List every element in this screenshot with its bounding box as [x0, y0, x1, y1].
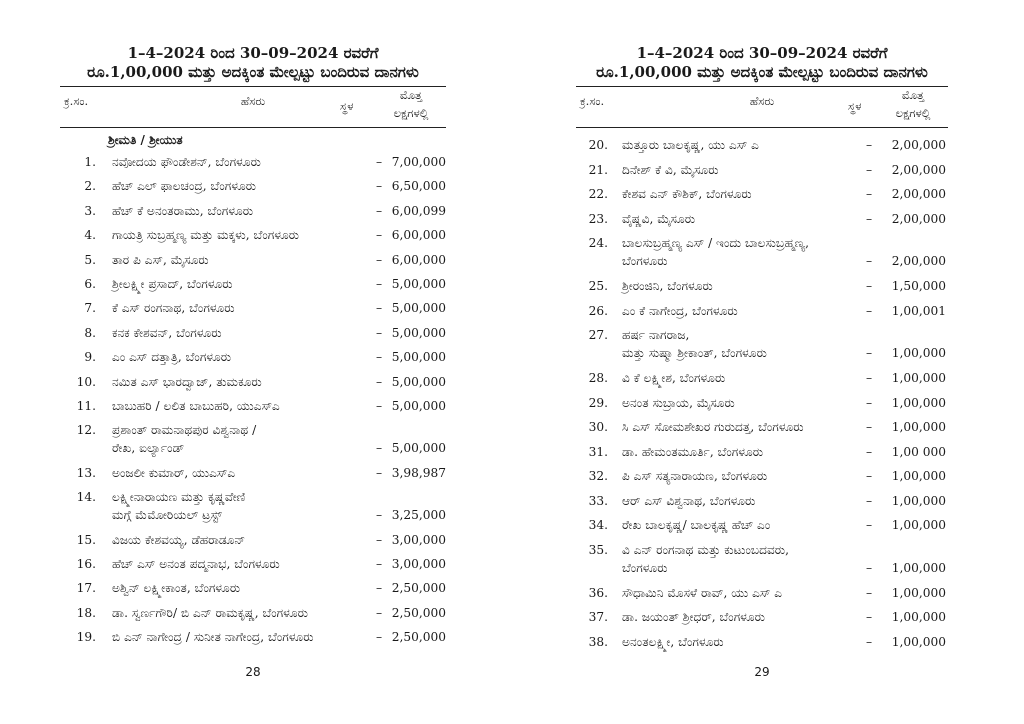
donor-name — [112, 531, 382, 549]
place-dash: – — [866, 585, 873, 600]
serial-number: 1. — [84, 155, 96, 169]
table-row — [576, 302, 948, 327]
place-dash: – — [866, 444, 873, 459]
table-header — [576, 87, 948, 127]
donor-name-line2: ಬೆಂಗಳೂರು — [622, 560, 668, 575]
donor-name-line1: ಡಾ. ಹೇಮಂತಮೂರ್ತಿ, ಬೆಂಗಳೂರು — [622, 444, 764, 459]
serial-number: 15. — [76, 532, 96, 547]
place-dash: – — [866, 211, 873, 226]
donation-amount: 3,98,987 — [391, 465, 446, 480]
donor-name-line1: ಗಾಯತ್ರಿ ಸುಬ್ರಹ್ಮಣ್ಯ ಮತ್ತು ಮಕ್ಕಳು, ಬೆಂಗಳೂರು — [112, 228, 300, 243]
donor-name — [622, 541, 880, 577]
table-row — [576, 443, 948, 468]
donation-amount: 1,50,000 — [891, 279, 946, 293]
table-row — [60, 579, 446, 603]
table-row — [60, 373, 446, 397]
serial-number: 21. — [588, 162, 608, 177]
donation-amount: 2,00,000 — [891, 187, 946, 201]
place-dash: – — [376, 605, 383, 620]
place-dash: – — [376, 179, 383, 194]
donor-name — [112, 324, 382, 342]
serial-number: 32. — [588, 469, 608, 483]
serial-number: 30. — [588, 420, 608, 434]
table-row — [576, 516, 948, 541]
place-dash: – — [376, 557, 383, 572]
table-row — [60, 153, 446, 177]
donation-amount: 5,00,000 — [391, 441, 446, 456]
donation-amount: 5,00,000 — [391, 374, 446, 389]
place-dash: – — [376, 532, 383, 547]
serial-number: 24. — [588, 236, 608, 250]
donor-name — [622, 467, 880, 485]
donation-amount: 1,00 000 — [891, 444, 946, 459]
donor-name-line1: ಪ್ರಶಾಂತ್ ರಾಮನಾಥಪುರ ವಿಶ್ವನಾಥ / — [112, 423, 257, 438]
donor-name-line1: ಶ್ರೀಲಕ್ಷ್ಮೀ ಪ್ರಸಾದ್, ಬೆಂಗಳೂರು — [112, 276, 233, 291]
donor-name-line1: ಅಶ್ವಿನ್ ಲಕ್ಷ್ಮೀಕಾಂತ, ಬೆಂಗಳೂರು — [112, 581, 241, 596]
serial-number: 11. — [76, 398, 96, 413]
place-dash: – — [866, 518, 873, 532]
serial-number: 29. — [588, 395, 608, 410]
serial-number: 17. — [76, 581, 96, 596]
donation-amount: 5,00,000 — [391, 350, 446, 365]
donor-name — [112, 421, 382, 457]
place-dash: – — [376, 581, 383, 596]
donation-amount: 1,00,000 — [891, 371, 946, 385]
place-dash: – — [866, 493, 873, 508]
column-header-serial: ಕ್ರ.ಸಂ. — [580, 94, 605, 108]
donor-name — [622, 326, 880, 362]
table-row — [60, 628, 446, 652]
donor-name — [622, 185, 880, 203]
donor-name — [622, 161, 880, 179]
page-number: 28 — [245, 665, 261, 679]
donor-name — [112, 555, 382, 573]
donor-name-line1: ಬಾಬುಹರಿ / ಲಲಿತ ಬಾಬುಹರಿ, ಯುಎಸ್ಎ — [112, 398, 280, 413]
donor-name — [622, 633, 880, 651]
donor-name — [112, 397, 382, 415]
serial-number: 5. — [84, 252, 96, 267]
donation-amount: 5,00,000 — [391, 276, 446, 291]
table-row — [576, 326, 948, 369]
place-dash: – — [376, 228, 383, 243]
donation-amount: 6,00,000 — [391, 228, 446, 243]
donation-amount: 2,00,000 — [891, 162, 946, 177]
serial-number: 13. — [76, 465, 96, 480]
column-header-place: ಸ್ಥಳ — [340, 99, 354, 113]
serial-number: 14. — [76, 490, 96, 505]
place-dash: – — [376, 441, 383, 456]
serial-number: 37. — [588, 610, 608, 624]
place-dash: – — [376, 276, 383, 291]
column-header-name: ಹೆಸರು — [749, 94, 775, 108]
donor-table-left — [60, 153, 446, 653]
page-number: 29 — [754, 665, 770, 679]
serial-number: 19. — [76, 630, 96, 645]
donor-name — [622, 516, 880, 534]
place-dash: – — [866, 634, 873, 649]
donation-amount: 5,00,000 — [391, 325, 446, 340]
serial-number: 31. — [588, 444, 608, 459]
serial-number: 23. — [588, 211, 608, 226]
donation-amount: 1,00,001 — [891, 303, 946, 318]
serial-number: 12. — [76, 423, 96, 438]
donor-name-line2: ಮಗ್ಗೆ ಮೆಮೋರಿಯಲ್ ಟ್ರಸ್ಟ್ — [112, 508, 222, 523]
donor-name — [112, 628, 382, 646]
donation-amount: 5,00,000 — [391, 398, 446, 413]
donor-name-line1: ಅಂಜಲೀ ಕುಮಾರ್, ಯುಎಸ್ಎ — [112, 465, 236, 480]
place-dash: – — [866, 187, 873, 201]
table-row — [60, 177, 446, 201]
serial-number: 6. — [84, 276, 96, 291]
serial-number: 38. — [588, 634, 608, 649]
column-header-serial: ಕ್ರ.ಸಂ. — [64, 94, 89, 108]
donation-amount: 2,50,000 — [391, 630, 446, 645]
donor-name-line1: ವಿಜಯ ಕೇಶವಯ್ಯ, ಡೆಹರಾಡೂನ್ — [112, 532, 246, 547]
donor-name-line1: ಅನಂತ ಸುಬ್ರಾಯ, ಮೈಸೂರು — [622, 395, 735, 410]
donor-name-line1: ಹೆಚ್ ಕೆ ಅನಂತರಾಮು, ಬೆಂಗಳೂರು — [112, 203, 254, 218]
donor-name — [112, 299, 382, 317]
place-dash: – — [376, 252, 383, 267]
serial-number: 10. — [76, 374, 96, 389]
donor-name — [112, 373, 382, 391]
donor-name-line2: ಮತ್ತು ಸುಷ್ಮಾ ಶ್ರೀಕಾಂತ್, ಬೆಂಗಳೂರು — [622, 346, 767, 360]
place-dash: – — [866, 279, 873, 293]
table-row — [60, 488, 446, 531]
donor-name — [112, 579, 382, 597]
donor-name — [112, 488, 382, 524]
donation-amount: 1,00,000 — [891, 346, 946, 360]
donor-name — [622, 277, 880, 295]
donor-name-line1: ಡಾ. ಜಯಂತ್ ಶ್ರೀಧರ್, ಬೆಂಗಳೂರು — [622, 610, 766, 624]
donor-name — [622, 210, 880, 228]
table-row — [576, 234, 948, 277]
serial-number: 20. — [588, 138, 608, 152]
donor-name-line1: ಹೆಚ್ ಎಲ್ ಫಾಲಚಂದ್ರ, ಬೆಂಗಳೂರು — [112, 179, 257, 194]
donor-name — [622, 443, 880, 461]
donor-name-line1: ಕೆ ಎಸ್ ರಂಗನಾಥ, ಬೆಂಗಳೂರು — [112, 301, 235, 316]
donor-name — [112, 177, 382, 195]
place-dash: – — [866, 395, 873, 410]
donation-amount: 2,50,000 — [391, 581, 446, 596]
donor-name — [112, 348, 382, 366]
donor-name-line1: ವೈಷ್ಣವಿ, ಮೈಸೂರು — [622, 211, 696, 226]
donor-name-line1: ಕನಕ ಕೇಶವನ್, ಬೆಂಗಳೂರು — [112, 325, 222, 340]
donor-name — [622, 584, 880, 602]
donation-amount: 2,00,000 — [891, 138, 946, 152]
donor-name — [112, 251, 382, 269]
table-row — [576, 418, 948, 443]
donation-amount: 1,00,000 — [891, 560, 946, 575]
place-dash: – — [376, 155, 383, 169]
donation-amount: 1,00,000 — [891, 469, 946, 483]
donation-amount: 6,00,000 — [391, 252, 446, 267]
donor-name-line1: ಪಿ ಎಸ್ ಸತ್ಯನಾರಾಯಣ, ಬೆಂಗಳೂರು — [622, 469, 768, 483]
serial-number: 18. — [76, 605, 96, 620]
donor-name-line1: ನಮಿತ ಎಸ್ ಭಾರದ್ವಾಜ್, ತುಮಕೂರು — [112, 374, 262, 389]
table-row — [60, 202, 446, 226]
column-header-place: ಸ್ಥಳ — [848, 99, 862, 113]
donation-amount: 1,00,000 — [891, 420, 946, 434]
donor-name-line1: ಎಂ ಎಸ್ ದತ್ತಾತ್ರಿ, ಬೆಂಗಳೂರು — [112, 350, 232, 365]
donor-name — [622, 492, 880, 510]
section-subheading: ಶ್ರೀಮತಿ / ಶ್ರೀಯುತ — [108, 133, 183, 147]
donation-amount: 1,00,000 — [891, 518, 946, 532]
donor-name-line1: ತಾರ ಪಿ ಎಸ್, ಮೈಸೂರು — [112, 252, 209, 267]
serial-number: 4. — [84, 228, 96, 243]
header-rule-bottom — [60, 127, 446, 128]
donor-name — [622, 136, 880, 154]
serial-number: 7. — [84, 301, 96, 316]
donor-name-line1: ಮತ್ತೂರು ಬಾಲಕೃಷ್ಣ, ಯು ಎಸ್ ಎ — [622, 138, 759, 152]
donor-name-line1: ರೇಖ ಬಾಲಕೃಷ್ಣ/ ಬಾಲಕೃಷ್ಣ ಹೆಚ್ ಎಂ — [622, 518, 771, 532]
table-row — [576, 467, 948, 492]
table-row — [60, 324, 446, 348]
column-header-name: ಹೆಸರು — [240, 94, 266, 108]
place-dash: – — [866, 162, 873, 177]
place-dash: – — [376, 301, 383, 316]
serial-number: 9. — [84, 350, 96, 365]
donor-name — [112, 153, 382, 171]
left-page — [60, 0, 446, 724]
table-row — [60, 531, 446, 555]
page-title: 1–4–2024 ರಿಂದ 30–09–2024 ರವರೆಗೆ — [127, 44, 379, 62]
table-row — [576, 541, 948, 584]
table-row — [60, 251, 446, 275]
table-row — [60, 275, 446, 299]
place-dash: – — [866, 469, 873, 483]
donation-amount: 3,00,000 — [391, 557, 446, 572]
donor-name-line1: ಲಕ್ಷ್ಮೀನಾರಾಯಣ ಮತ್ತು ಕೃಷ್ಣವೇಣಿ — [112, 490, 246, 505]
donation-amount: 2,00,000 — [891, 211, 946, 226]
donor-name — [622, 234, 880, 270]
serial-number: 16. — [76, 557, 96, 572]
table-row — [576, 185, 948, 210]
donor-name — [622, 369, 880, 387]
table-row — [60, 464, 446, 488]
place-dash: – — [866, 346, 873, 360]
donation-amount: 1,00,000 — [891, 585, 946, 600]
place-dash: – — [376, 325, 383, 340]
serial-number: 36. — [588, 585, 608, 600]
place-dash: – — [376, 398, 383, 413]
donation-amount: 3,00,000 — [391, 532, 446, 547]
table-row — [576, 394, 948, 419]
place-dash: – — [866, 138, 873, 152]
donor-name — [112, 275, 382, 293]
donor-name — [112, 604, 382, 622]
donor-name-line1: ಕೇಶವ ಎನ್ ಕೌಶಿಕ್, ಬೆಂಗಳೂರು — [622, 187, 752, 201]
donor-name-line2: ರೇಖ, ಐರ್ಲ್ಯಾಂಡ್ — [112, 441, 185, 456]
donor-name-line1: ವಿ ಕೆ ಲಕ್ಷ್ಮೀಶ, ಬೆಂಗಳೂರು — [622, 371, 726, 385]
donation-amount: 7,00,000 — [391, 155, 446, 169]
donation-amount: 5,00,000 — [391, 301, 446, 316]
place-dash: – — [866, 371, 873, 385]
place-dash: – — [376, 465, 383, 480]
table-row — [576, 210, 948, 235]
serial-number: 25. — [588, 279, 608, 293]
table-row — [60, 397, 446, 421]
donor-name — [622, 394, 880, 412]
table-row — [576, 369, 948, 394]
serial-number: 35. — [588, 542, 608, 557]
donor-name-line1: ಸಿ ಎಸ್ ಸೋಮಶೇಖರ ಗುರುದತ್ತ, ಬೆಂಗಳೂರು — [622, 420, 804, 434]
donor-name-line2: ಬೆಂಗಳೂರು — [622, 254, 668, 268]
donation-amount: 2,00,000 — [891, 254, 946, 268]
column-header-amount-unit: ಲಕ್ಷಗಳಲ್ಲಿ — [393, 106, 429, 120]
table-row — [60, 421, 446, 464]
place-dash: – — [866, 610, 873, 624]
donation-amount: 1,00,000 — [891, 610, 946, 624]
place-dash: – — [376, 630, 383, 645]
serial-number: 34. — [588, 518, 608, 532]
right-page — [576, 0, 948, 724]
table-row — [576, 608, 948, 633]
donor-name — [112, 226, 382, 244]
serial-number: 27. — [588, 328, 608, 342]
donor-name-line1: ಡಾ. ಸ್ವರ್ಣಗೌರಿ/ ಬಿ ಎನ್ ರಾಮಕೃಷ್ಣ, ಬೆಂಗಳೂರು — [112, 605, 308, 620]
donor-name-line1: ಬಿ ಎನ್ ನಾಗೇಂದ್ರ / ಸುನೀತ ನಾಗೇಂದ್ರ, ಬೆಂಗಳೂರು — [112, 630, 314, 645]
donor-name-line1: ಹರ್ಷ ನಾಗರಾಜ, — [622, 328, 690, 342]
table-row — [60, 348, 446, 372]
column-header-amount-unit: ಲಕ್ಷಗಳಲ್ಲಿ — [895, 106, 931, 120]
donor-table-right — [576, 136, 948, 657]
serial-number: 26. — [588, 303, 608, 318]
donor-name-line1: ಹೆಚ್ ಎಸ್ ಅನಂತ ಪದ್ಮನಾಭ, ಬೆಂಗಳೂರು — [112, 557, 280, 572]
donor-name-line1: ಎಂ ಕೆ ನಾಗೇಂದ್ರ, ಬೆಂಗಳೂರು — [622, 303, 738, 318]
place-dash: – — [866, 254, 873, 268]
table-row — [576, 492, 948, 517]
place-dash: – — [866, 303, 873, 318]
donation-amount: 3,25,000 — [391, 508, 446, 523]
donor-name-line1: ಸೌಧಾಮಿನಿ ಮೊಸಳೆ ರಾವ್, ಯು ಎಸ್ ಎ — [622, 585, 783, 600]
donor-name-line1: ಬಾಲಸುಬ್ರಹ್ಮಣ್ಯ ಎಸ್ / ಇಂದು ಬಾಲಸುಬ್ರಹ್ಮಣ್ಯ, — [622, 236, 809, 250]
place-dash: – — [376, 203, 383, 218]
column-header-amount: ಮೊತ್ತ — [399, 88, 423, 102]
serial-number: 28. — [588, 371, 608, 385]
table-row — [576, 277, 948, 302]
donor-name-line1: ಅನಂತಲಕ್ಷ್ಮೀ, ಬೆಂಗಳೂರು — [622, 634, 724, 649]
donor-name-line1: ವಿ ಎನ್ ರಂಗನಾಥ ಮತ್ತು ಕುಟುಂಬದವರು, — [622, 542, 789, 557]
donation-amount: 6,00,099 — [391, 203, 446, 218]
donor-name-line1: ಶ್ರೀರಂಜಿನಿ, ಬೆಂಗಳೂರು — [622, 279, 713, 293]
place-dash: – — [376, 350, 383, 365]
place-dash: – — [866, 420, 873, 434]
table-row — [60, 604, 446, 628]
donor-name — [112, 202, 382, 220]
donor-name — [622, 302, 880, 320]
donor-name — [622, 608, 880, 626]
serial-number: 3. — [84, 203, 96, 218]
table-header — [60, 87, 446, 127]
page-subtitle: ರೂ.1,00,000 ಮತ್ತು ಅದಕ್ಕಿಂತ ಮೇಲ್ಪಟ್ಟು ಬಂದಿರುವ ದಾನಗಳು — [87, 63, 419, 81]
serial-number: 2. — [84, 179, 96, 194]
donation-amount: 2,50,000 — [391, 605, 446, 620]
donation-amount: 6,50,000 — [391, 179, 446, 194]
place-dash: – — [376, 508, 383, 523]
serial-number: 33. — [588, 493, 608, 508]
page-subtitle: ರೂ.1,00,000 ಮತ್ತು ಅದಕ್ಕಿಂತ ಮೇಲ್ಪಟ್ಟು ಬಂದಿರುವ ದಾನಗಳು — [596, 63, 928, 81]
donation-amount: 1,00,000 — [891, 634, 946, 649]
donor-name — [112, 464, 382, 482]
place-dash: – — [376, 374, 383, 389]
table-row — [60, 299, 446, 323]
table-row — [576, 584, 948, 609]
table-row — [576, 136, 948, 161]
table-row — [576, 633, 948, 658]
donor-name-line1: ನವೋದಯ ಫೌಂಡೇಶನ್, ಬೆಂಗಳೂರು — [112, 155, 261, 169]
donation-amount: 1,00,000 — [891, 395, 946, 410]
column-header-amount: ಮೊತ್ತ — [901, 88, 925, 102]
page-title: 1–4–2024 ರಿಂದ 30–09–2024 ರವರೆಗೆ — [636, 44, 888, 62]
donation-amount: 1,00,000 — [891, 493, 946, 508]
table-row — [60, 226, 446, 250]
serial-number: 22. — [588, 187, 608, 201]
donor-name-line1: ದಿನೇಶ್ ಕೆ ವಿ, ಮೈಸೂರು — [622, 162, 719, 177]
table-row — [576, 161, 948, 186]
place-dash: – — [866, 560, 873, 575]
table-row — [60, 555, 446, 579]
donor-name-line1: ಆರ್ ಎಸ್ ವಿಶ್ವನಾಥ, ಬೆಂಗಳೂರು — [622, 493, 756, 508]
serial-number: 8. — [84, 325, 96, 340]
donor-name — [622, 418, 880, 436]
